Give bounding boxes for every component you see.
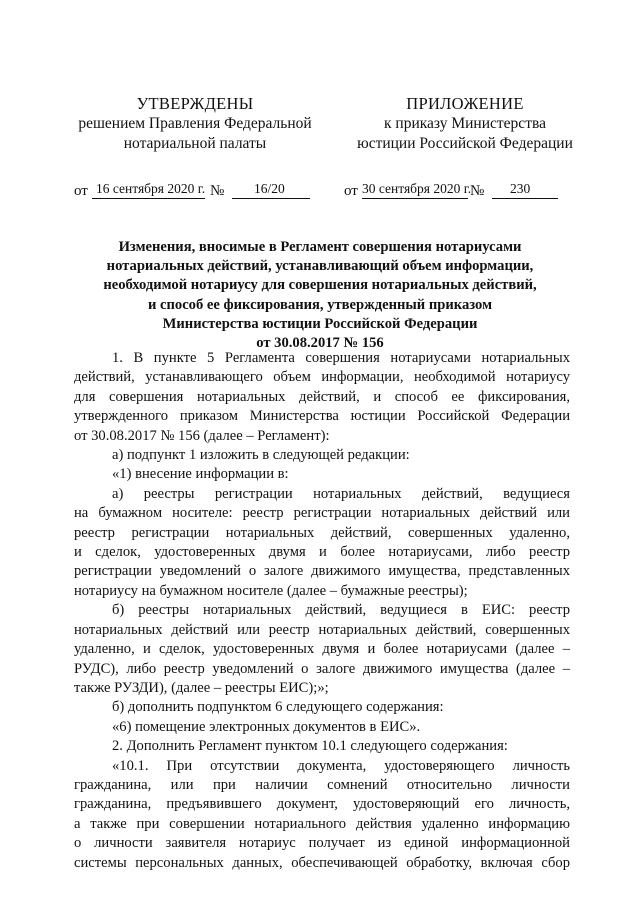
appendix-line-1: к приказу Министерства [384,115,546,132]
appendix-block [340,94,590,154]
body-line: б) реестры нотариальных действий, ведущиеся в ЕИС: реестр [112,602,570,619]
approval-number-underline [232,198,310,199]
order-number: 230 [510,181,531,196]
body-line: а) подпункт 1 изложить в следующей редакции: [112,447,410,464]
body-line: нотариальных действий или реестр нотариальных действий, совершенных [74,621,570,638]
body-line: на бумажном носителе: реестр регистрации нотариальных действий или [74,505,570,522]
appendix-title: ПРИЛОЖЕНИЕ [406,94,524,113]
order-date-prefix: от [344,183,358,199]
title-line: Изменения, вносимые в Регламент совершения нотариусами [118,239,522,255]
body-line: реестр регистрации нотариальных действий, совершенных удаленно, [74,524,570,541]
body-line: «1) внесение информации в: [112,466,289,483]
approval-date: 16 сентября 2020 г. [96,181,206,196]
body-line: удаленно, и сделок, удостоверенных двумя и более нотариусами (далее – [74,641,570,658]
body-line: б) дополнить подпунктом 6 следующего содержания: [112,699,444,716]
document-body [74,349,570,873]
body-line: также РУЗДИ), (далее – реестры ЕИС);»; [74,679,329,696]
approval-line-2: нотариальной палаты [123,135,267,152]
approval-date-prefix: от [74,183,88,199]
approval-date-line [74,178,314,202]
body-line: РУДС), либо реестр уведомлений о залоге движимого имущества (далее – [74,660,570,677]
body-line: для совершения нотариальных действий, и способ ее фиксирования, [74,388,570,405]
body-line: 2. Дополнить Регламент пунктом 10.1 следующего содержания: [112,738,508,755]
body-line: гражданина, или при наличии сомнений относительно личности [74,776,570,793]
body-line: нотариусу на бумажном носителе (далее – бумажные реестры); [74,582,468,599]
body-line: гражданина, предъявившего документ, удостоверяющий его личность, [74,796,570,813]
body-line: действий, устанавливающего объем информации, необходимой нотариусу [74,369,570,386]
body-line: утвержденного приказом Министерства юстиции Российской Федерации [74,408,570,425]
order-number-sign: № [470,183,485,199]
document-title [70,238,570,353]
approval-title: УТВЕРЖДЕНЫ [136,94,254,113]
title-line: от 30.08.2017 № 156 [256,335,384,352]
order-date: 30 сентября 2020 г. [362,181,472,196]
order-date-line [344,178,560,202]
title-line: необходимой нотариусу для совершения нотариальных действий, [103,277,537,294]
approval-line-1: решением Правления Федеральной [78,115,312,132]
body-line: а также при совершении нотариального действия удаленно информацию [74,815,570,832]
title-line: Министерства юстиции Российской Федерации [162,315,478,332]
body-line: системы персональных данных, обеспечивающей обработку, включая сбор [74,854,570,871]
body-line: «6) помещение электронных документов в ЕИС». [112,718,421,735]
body-line: 1. В пункте 5 Регламента совершения нотариусами нотариальных [112,350,570,366]
body-line: и сделок, удостоверенных двумя и более нотариусами, либо реестр [74,544,570,561]
body-line: «10.1. При отсутствии документа, удостоверяющего личность [112,757,570,774]
body-line: регистрации уведомлений о залоге движимого имущества, представленных [74,563,570,580]
approval-block [60,94,330,154]
order-date-underline [362,198,468,199]
approval-number: 16/20 [254,181,285,196]
order-number-underline [492,198,558,199]
body-line: а) реестры регистрации нотариальных действий, ведущиеся [112,485,570,502]
appendix-line-2: юстиции Российской Федерации [357,135,573,152]
title-line: и способ ее фиксирования, утвержденный приказом [147,296,493,313]
body-line: о личности заявителя нотариус получает из единой информационной [74,835,570,852]
approval-number-sign: № [210,183,225,199]
body-line: от 30.08.2017 № 156 (далее – Регламент): [74,427,330,444]
title-line: нотариальных действий, устанавливающий объем информации, [106,258,534,275]
approval-date-underline [92,198,205,199]
